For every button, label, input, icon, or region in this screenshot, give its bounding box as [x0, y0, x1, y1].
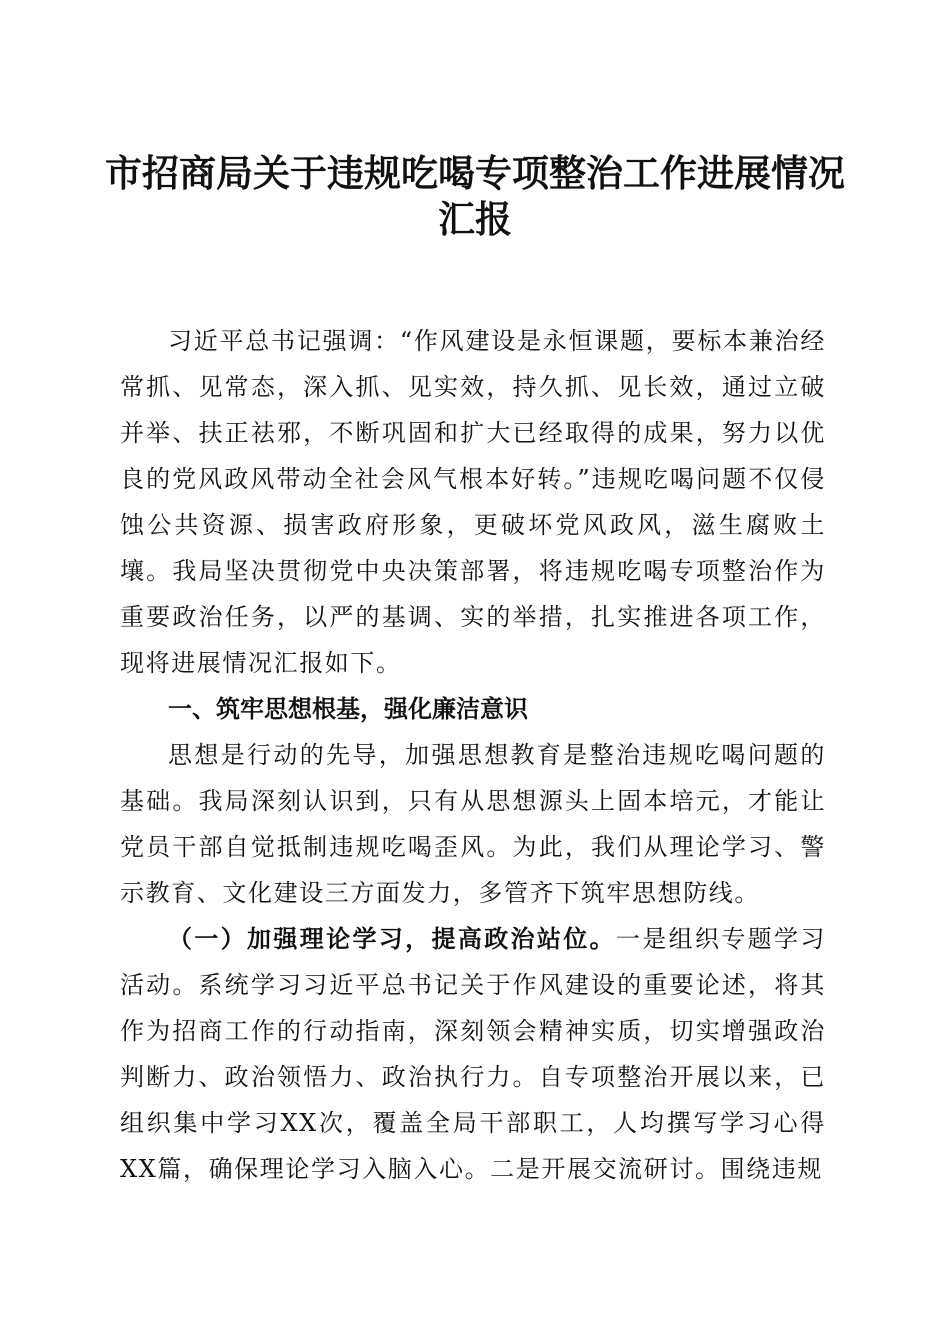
document-title: 市招商局关于违规吃喝专项整治工作进展情况汇报 — [105, 151, 845, 241]
subsection-1-body: 一是组织专题学习活动。系统学习习近平总书记关于作风建设的重要论述，将其作为招商工作的行动指南，深刻领会精神实质，切实增强政治判断力、政治领悟力、政治执行力。自专项整治开展以来，已组织集中学习XX次，覆盖全局干部职工，人均撰写学习心得XX篇，确保理论学习入脑入心。二是开展交流研讨。围绕违规 — [120, 925, 826, 1183]
document-body — [120, 318, 826, 1192]
subsection-1-heading: （一）加强理论学习，提高政治站位。 — [168, 925, 616, 953]
section-heading-1: 一、筑牢思想根基，强化廉洁意识 — [168, 695, 528, 723]
intro-paragraph: 习近平总书记强调：“作风建设是永恒课题，要标本兼治经常抓、见常态，深入抓、见实效，持久抓、见长效，通过立破并举、扶正祛邪，不断巩固和扩大已经取得的成果，努力以优良的党风政风带动全社会风气根本好转。”违规吃喝问题不仅侵蚀公共资源、损害政府形象，更破坏党风政风，滋生腐败土壤。我局坚决贯彻党中央决策部署，将违规吃喝专项整治作为重要政治任务，以严的基调、实的举措，扎实推进各项工作，现将进展情况汇报如下。 — [120, 327, 826, 677]
section-1-paragraph: 思想是行动的先导，加强思想教育是整治违规吃喝问题的基础。我局深刻认识到，只有从思想源头上固本培元，才能让党员干部自觉抵制违规吃喝歪风。为此，我们从理论学习、警示教育、文化建设三方面发力，多管齐下筑牢思想防线。 — [120, 741, 826, 907]
subsection-1-paragraph — [120, 916, 826, 1192]
